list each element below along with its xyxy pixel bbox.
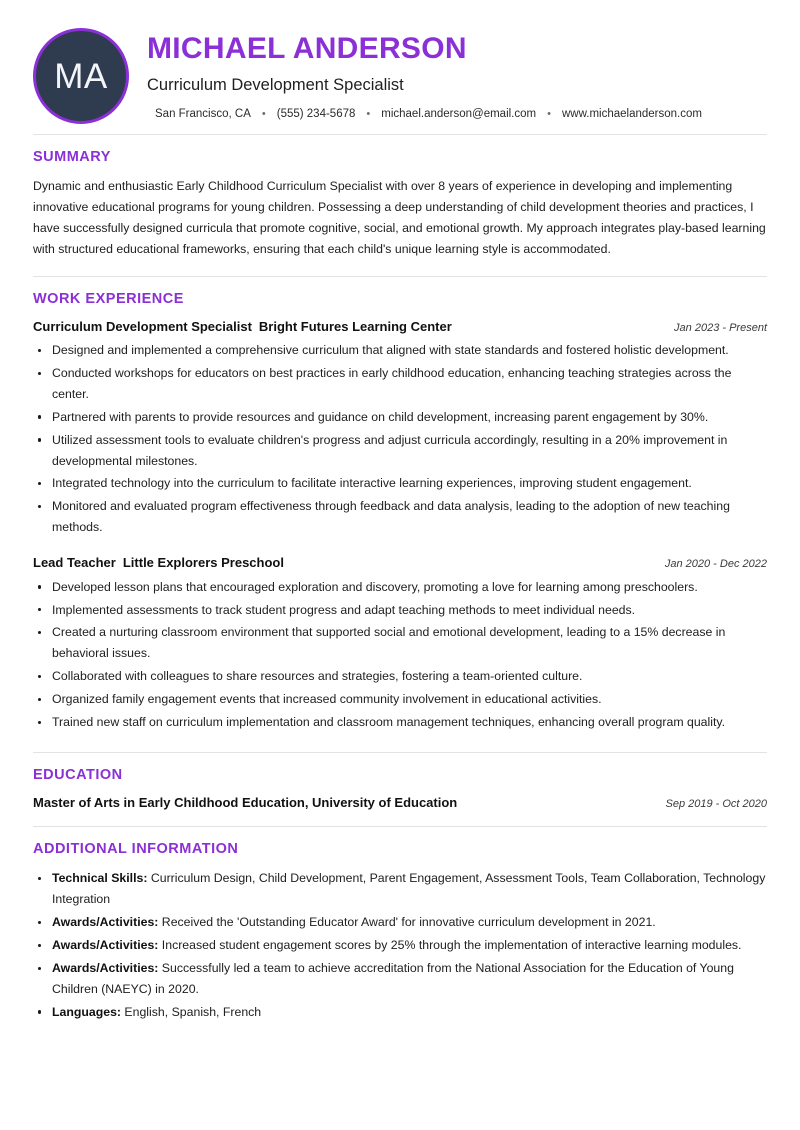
section-title-work-experience: WORK EXPERIENCE [33,290,184,307]
additional-information-text: English, Spanish, French [121,1004,262,1019]
contact-phone: (555) 234-5678 [276,108,356,121]
section-summary [33,135,767,276]
additional-information-text: Curriculum Design, Child Development, Parent Engagement, Assessment Tools, Team Collaboration, Technology Integration [52,871,766,907]
resume-header [33,22,767,134]
additional-information-item [33,1002,767,1023]
section-title-additional-information: ADDITIONAL INFORMATION [33,841,239,858]
additional-information-label: Technical Skills: [52,871,148,886]
experience-bullet: Integrated technology into the curriculum to facilitate interactive learning experiences, improving student engagement. [33,473,767,494]
contact-separator: • [366,107,371,120]
experience-bullet-list [33,577,767,733]
additional-information-text: Successfully led a team to achieve accreditation from the National Association for the Education of Young Children (NAEYC) in 2020. [52,961,734,996]
contact-info-row [147,108,767,120]
education-degree: Master of Arts in Early Childhood Education, University of Education [33,794,458,810]
experience-entry [33,318,767,539]
contact-email[interactable]: michael.anderson@email.com [381,108,537,121]
section-additional-information [33,827,767,1037]
experience-date-range: Jan 2020 - Dec 2022 [664,558,767,571]
section-education [33,753,767,827]
experience-bullet: Organized family engagement events that increased community involvement in educational activities. [33,689,767,710]
education-date-range: Sep 2019 - Oct 2020 [665,797,767,810]
additional-information-item [33,868,767,910]
additional-information-list [33,868,767,1022]
summary-body [33,176,767,276]
section-title-education: EDUCATION [33,766,123,783]
additional-information-item [33,958,767,1000]
work-experience-entries [33,318,767,752]
experience-entry-header [33,554,767,572]
header-text-block [147,22,767,120]
additional-information-body [33,868,767,1037]
experience-bullet-list [33,340,767,538]
additional-information-label: Awards/Activities: [52,915,159,930]
experience-role: Lead Teacher [33,555,116,571]
experience-bullet: Created a nurturing classroom environment that supported social and emotional development, leading to a 15% decrease in behavioral issues. [33,622,767,664]
experience-bullet: Designed and implemented a comprehensive curriculum that aligned with state standards and fostered holistic development. [33,340,767,361]
contact-location: San Francisco, CA [155,108,251,121]
experience-bullet: Implemented assessments to track student progress and adapt teaching methods to meet individual needs. [33,600,767,621]
experience-company: Little Explorers Preschool [122,555,284,571]
experience-role: Curriculum Development Specialist [33,318,252,334]
additional-information-label: Languages: [52,1004,122,1019]
experience-heading [33,554,284,572]
experience-entry-header [33,318,767,336]
section-work-experience [33,277,767,752]
additional-information-text: Received the 'Outstanding Educator Award' for innovative curriculum development in 2021. [158,915,656,930]
experience-bullet: Trained new staff on curriculum implementation and classroom management techniques, enhancing overall program quality. [33,712,767,733]
additional-information-item [33,912,767,933]
candidate-job-title: Curriculum Development Specialist [147,75,404,94]
section-title-summary: SUMMARY [33,149,111,165]
additional-information-item [33,935,767,956]
experience-date-range: Jan 2023 - Present [674,321,767,334]
candidate-name: MICHAEL ANDERSON [147,32,467,65]
experience-bullet: Monitored and evaluated program effectiveness through feedback and data analysis, leading to the adoption of new teaching methods. [33,496,767,538]
experience-bullet: Collaborated with colleagues to share resources and strategies, fostering a team-oriented culture. [33,666,767,687]
avatar [33,28,129,124]
experience-bullet: Developed lesson plans that encouraged exploration and discovery, promoting a love for learning among preschoolers. [33,577,767,598]
contact-website[interactable]: www.michaelanderson.com [561,108,702,121]
contact-separator: • [261,107,266,120]
summary-text: Dynamic and enthusiastic Early Childhood Curriculum Specialist with over 8 years of experience in developing and implementing innovative educational programs for young children. Possessing a deep understanding of child development theories and practices, I have successfully designed curricula that promote cognitive, social, and emotional growth. My approach integrates play-based learning with structured educational frameworks, ensuring that each child's unique learning style is accommodated. [33,179,766,257]
education-entry [33,794,767,812]
contact-separator: • [547,107,551,120]
experience-bullet: Partnered with parents to provide resources and guidance on child development, increasing parent engagement by 30%. [33,407,767,428]
experience-bullet: Utilized assessment tools to evaluate children's progress and adjust curricula accordingly, resulting in a 20% improvement in developmental milestones. [33,430,767,472]
additional-information-label: Awards/Activities: [52,938,159,953]
additional-information-text: Increased student engagement scores by 25% through the implementation of interactive learning modules. [158,938,742,953]
experience-company: Bright Futures Learning Center [258,318,452,334]
experience-bullet: Conducted workshops for educators on best practices in early childhood education, enhancing teaching strategies across the center. [33,363,767,405]
experience-heading [33,318,452,336]
additional-information-label: Awards/Activities: [52,961,159,976]
education-entries [33,794,767,827]
avatar-initials: MA [54,56,108,96]
experience-entry [33,554,767,733]
